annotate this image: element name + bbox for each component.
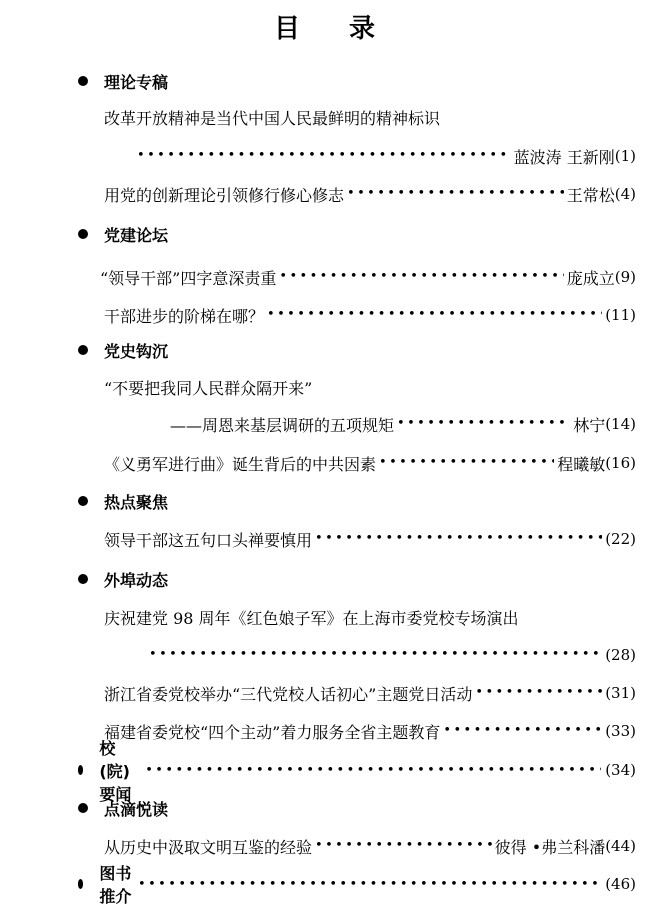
entry-author: 庞成立	[566, 268, 615, 288]
entry-title: 浙江省委党校举办“三代党校人话初心”主题党日活动	[104, 684, 473, 704]
section-heading	[78, 68, 168, 94]
leader-dots	[137, 143, 511, 169]
entry-page: (44)	[605, 837, 636, 855]
bullet-icon	[78, 574, 88, 584]
entry-author: 蓝波涛 王新刚	[513, 147, 615, 167]
bullet-icon	[78, 345, 88, 355]
entry-title: 《义勇军进行曲》诞生背后的中共因素	[104, 454, 377, 474]
entry-author: 程曦敏	[557, 454, 606, 474]
section-heading[interactable]	[78, 864, 636, 906]
entry-page: (9)	[614, 268, 636, 286]
bullet-icon	[78, 803, 88, 813]
bullet-icon	[78, 229, 88, 239]
entry-page: (4)	[614, 185, 636, 203]
section-heading	[78, 221, 168, 247]
leader-dots	[315, 526, 602, 552]
section-label: 点滴悦读	[104, 799, 169, 819]
section-label: 党建论坛	[104, 225, 169, 245]
leader-dots	[379, 450, 554, 476]
entry-page: (33)	[605, 722, 636, 740]
entry-title: 用党的创新理论引领修行修心修志	[104, 185, 345, 205]
section-heading[interactable]	[78, 738, 636, 804]
section-heading	[78, 795, 168, 821]
entry-page: (31)	[605, 684, 636, 702]
bullet-icon	[78, 879, 83, 889]
section-label: 党史钩沉	[104, 341, 169, 361]
section-page: (46)	[605, 875, 636, 893]
leader-dots	[279, 264, 563, 290]
leader-dots	[149, 642, 602, 668]
page-title: 目 录	[273, 14, 396, 44]
section-label: 热点聚焦	[104, 492, 169, 512]
bullet-icon	[78, 76, 88, 86]
leader-dots	[267, 302, 602, 328]
leader-dots	[443, 718, 602, 744]
entry-page: (22)	[605, 530, 636, 548]
bullet-icon	[78, 765, 83, 775]
leader-dots	[397, 411, 570, 437]
entry-title: 领导干部这五句口头禅要慎用	[104, 530, 313, 550]
entry-title: 干部进步的阶梯在哪？	[104, 306, 265, 326]
entry-author: 林宁	[573, 415, 606, 435]
entry-page: (28)	[605, 646, 636, 664]
toc-entry[interactable]	[104, 718, 636, 744]
section-label: 理论专稿	[104, 72, 169, 92]
section-heading	[78, 488, 168, 514]
section-heading	[78, 566, 168, 592]
bullet-icon	[78, 496, 88, 506]
toc-entry[interactable]	[100, 264, 636, 290]
entry-page: (11)	[605, 306, 636, 324]
entry-title: 福建省委党校“四个主动”着力服务全省主题教育	[104, 722, 441, 742]
entry-page: (14)	[605, 415, 636, 433]
toc-entry[interactable]	[104, 302, 636, 328]
toc-entry[interactable]	[104, 680, 636, 706]
entry-title: “不要把我同人民群众隔开来”	[104, 378, 313, 398]
toc-entry[interactable]	[104, 833, 636, 859]
toc-entry[interactable]	[104, 181, 636, 207]
toc-entry[interactable]	[104, 104, 440, 130]
entry-title: 庆祝建党 98 周年《红色娘子军》在上海市委党校专场演出	[104, 608, 519, 628]
toc-entry-continuation[interactable]	[134, 143, 636, 169]
leader-dots	[347, 181, 564, 207]
leader-dots	[475, 680, 602, 706]
entry-title: “领导干部”四字意深责重	[100, 268, 277, 288]
leader-dots	[145, 763, 601, 778]
toc-entry-continuation[interactable]	[170, 411, 636, 437]
toc-entry-continuation[interactable]	[146, 642, 636, 668]
entry-title: 改革开放精神是当代中国人民最鲜明的精神标识	[104, 108, 441, 128]
toc-entry[interactable]	[104, 374, 312, 400]
entry-page: (1)	[614, 147, 636, 165]
leader-dots	[138, 877, 601, 892]
section-page: (34)	[605, 761, 636, 779]
leader-dots	[315, 833, 492, 859]
toc-entry[interactable]	[104, 450, 636, 476]
entry-author: 王常松	[566, 185, 615, 205]
entry-title: 从历史中汲取文明互鉴的经验	[104, 837, 313, 857]
entry-subtitle: ——周恩来基层调研的五项规矩	[170, 415, 395, 435]
entry-author: 彼得 •弗兰科潘	[494, 837, 606, 857]
section-label: 外埠动态	[104, 570, 169, 590]
toc-entry[interactable]	[104, 526, 636, 552]
toc-entry[interactable]	[104, 604, 519, 630]
section-label: 图书推介	[99, 864, 132, 906]
entry-page: (16)	[605, 454, 636, 472]
section-heading	[78, 337, 168, 363]
section-label: 校(院)要闻	[99, 738, 132, 804]
